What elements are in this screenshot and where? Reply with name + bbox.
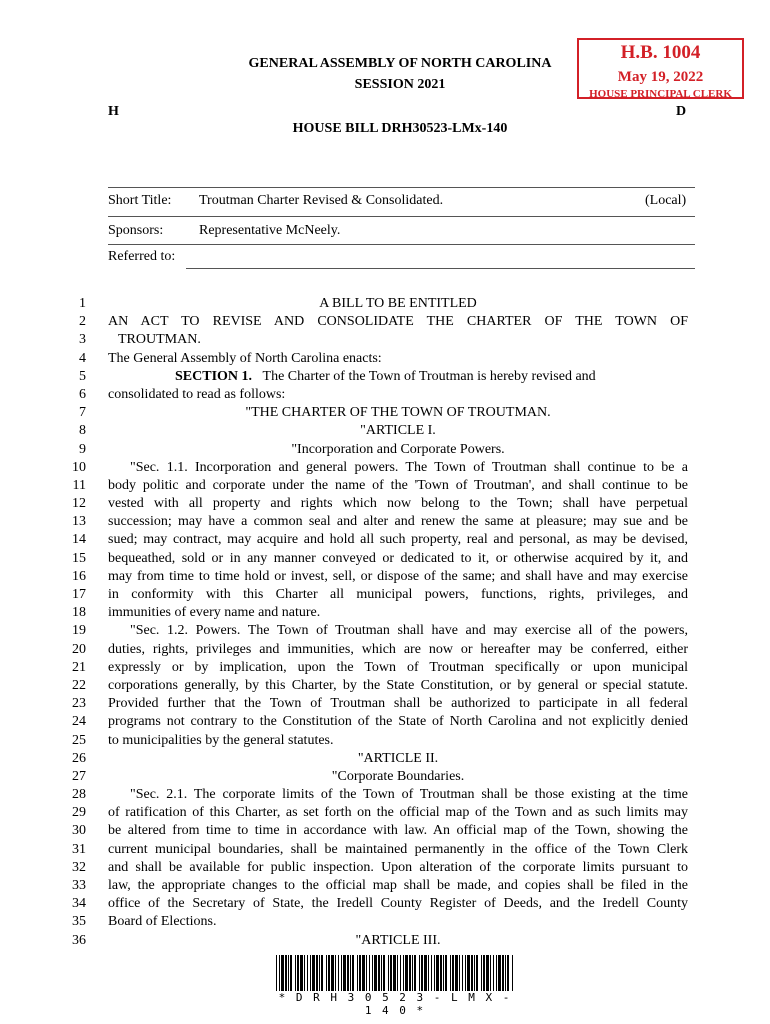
bill-line-section [108, 368, 688, 386]
bill-line-heading: "Corporate Boundaries. [331, 768, 465, 784]
barcode-bar [443, 955, 444, 991]
barcode-bar [388, 955, 389, 991]
line-number: 32 [72, 859, 86, 875]
barcode-bar [341, 955, 342, 991]
line-number: 14 [72, 532, 86, 548]
barcode-bar [512, 955, 513, 991]
line-number: 21 [72, 659, 86, 675]
bill-line: office of the Secretary of State, the Iredell County Register of Deeds, and the Iredell County [108, 896, 688, 912]
barcode-bar [434, 955, 435, 991]
barcode-bar [276, 955, 277, 991]
line-number: 24 [72, 714, 86, 730]
line-number: 11 [72, 477, 86, 493]
bill-line: The General Assembly of North Carolina enacts: [108, 350, 382, 366]
sponsors-label: Sponsors: [108, 223, 164, 238]
barcode-bar [505, 955, 506, 991]
line-number: 4 [79, 350, 86, 366]
version-letter-right: D [676, 104, 687, 119]
line-number: 1 [79, 296, 86, 311]
bill-line: "Sec. 1.2. Powers. The Town of Troutman shall have and may exercise all of the powers, [130, 623, 688, 639]
barcode-bar [400, 955, 401, 991]
barcode-bar [496, 955, 497, 991]
barcode-bar [431, 955, 432, 991]
barcode-bar [381, 955, 382, 991]
barcode-bar [507, 955, 509, 991]
bill-line: to municipalities by the general statutes. [108, 732, 334, 748]
bill-line: "Sec. 1.1. Incorporation and general powers. The Town of Troutman shall continue to be a [130, 459, 688, 475]
bill-line: current municipal boundaries, shall be maintained permanently in the office of the Town Clerk [108, 841, 688, 857]
barcode-bar [359, 955, 361, 991]
bill-line: corporations generally, by this Charter, by the State Constitution, or by general or special statute. [108, 677, 688, 693]
barcode-bar [455, 955, 458, 991]
barcode-bar [338, 955, 339, 991]
bill-line: "Sec. 2.1. The corporate limits of the Town of Troutman shall be those existing at the time [130, 787, 688, 803]
barcode-bar [403, 955, 404, 991]
barcode-bar [372, 955, 373, 991]
short-title-value: Troutman Charter Revised & Consolidated. [199, 193, 444, 208]
bill-line: law, the appropriate changes to the official map shall be made, and copies shall be filed in the [108, 878, 688, 893]
barcode-bar [412, 955, 413, 991]
meta-top-rule [108, 187, 695, 188]
barcode-bar [440, 955, 442, 991]
line-number: 10 [72, 459, 86, 475]
barcode-bar [290, 955, 292, 991]
section-text: The Charter of the Town of Troutman is hereby revised and [262, 368, 596, 384]
stamp-clerk: HOUSE PRINCIPAL CLERK [589, 88, 732, 100]
barcode-bar [465, 955, 466, 991]
meta-rule-3 [186, 268, 695, 269]
referred-label: Referred to: [108, 249, 176, 264]
line-number: 19 [72, 623, 86, 639]
bill-line: programs not contrary to the Constitution of the State of North Carolina and not explicitly denied [108, 714, 688, 730]
line-number: 7 [79, 405, 86, 421]
line-number: 26 [72, 750, 86, 766]
sponsors-value: Representative McNeely. [199, 223, 341, 238]
barcode-bar [486, 955, 489, 991]
barcode-bar [347, 955, 349, 991]
barcode-bar [352, 955, 354, 991]
line-number: 15 [72, 550, 86, 566]
barcode-bar [331, 955, 334, 991]
barcode-text: * D R H 3 0 5 2 3 - L M X - 1 4 0 * [278, 991, 512, 1017]
bill-line: be altered from time to time in accordance with law. An official map of the Town, showing the [108, 823, 688, 839]
bill-line: in conformity with this Charter all municipal powers, functions, rights, privileges, and [108, 587, 688, 602]
bill-line: and shall be available for public inspection. Upon alteration of the corporate limits pursuant to [108, 859, 688, 875]
barcode-bar [335, 955, 336, 991]
bill-line: vested with all property and rights which now belong to the Town; shall have perpetual [108, 496, 688, 512]
line-number: 22 [72, 677, 86, 693]
line-number: 18 [72, 605, 86, 621]
bill-id: HOUSE BILL DRH30523-LMx-140 [292, 121, 508, 136]
bill-line-heading: "ARTICLE II. [357, 750, 439, 766]
bill-line: consolidated to read as follows: [108, 386, 286, 402]
barcode-bar [312, 955, 315, 991]
barcode-bar [321, 955, 323, 991]
bill-line: immunities of every name and nature. [108, 605, 321, 621]
barcode-bar [285, 955, 287, 991]
barcode-bar [366, 955, 367, 991]
bill-line: Board of Elections. [108, 914, 217, 930]
bill-line-heading: "ARTICLE III. [355, 932, 441, 948]
barcode-bar [319, 955, 320, 991]
meta-rule-2 [108, 244, 695, 245]
line-number: 30 [72, 823, 86, 839]
barcode-bar [310, 955, 311, 991]
bill-line: sued; may contract, may acquire and hold all such property, real and personal, as may be devised, [108, 532, 688, 548]
line-number: 29 [72, 805, 86, 821]
line-number: 27 [72, 768, 86, 784]
barcode-bar [297, 955, 299, 991]
meta-rule-1 [108, 216, 695, 217]
barcode-bar [459, 955, 460, 991]
line-number: 20 [72, 641, 86, 657]
line-number: 33 [72, 878, 86, 893]
barcode-bar [316, 955, 318, 991]
barcode-bar [304, 955, 305, 991]
line-number: 5 [79, 368, 86, 384]
barcode-bar [369, 955, 370, 991]
line-number: 8 [79, 423, 86, 439]
barcode-bar [409, 955, 411, 991]
barcode-bar [498, 955, 501, 991]
barcode-bar [279, 955, 280, 991]
bill-line: succession; may have a common seal and alter and renew the same at pleasure; may sue and be [108, 514, 688, 530]
bill-line-heading: "ARTICLE I. [360, 423, 436, 439]
barcode [276, 955, 514, 991]
barcode-bar [343, 955, 346, 991]
barcode-bar [350, 955, 351, 991]
line-number: 2 [79, 314, 86, 330]
barcode-bar [419, 955, 420, 991]
barcode-bar [452, 955, 454, 991]
line-number: 28 [72, 787, 86, 803]
bill-line-heading: A BILL TO BE ENTITLED [319, 296, 477, 311]
bill-line: of ratification of this Charter, as set forth on the official map of the Town and as such limits may [108, 805, 688, 821]
session-title: SESSION 2021 [354, 77, 446, 92]
line-numbers [40, 295, 86, 950]
bill-line: Provided further that the Town of Troutman shall be authorized to participate in all federal [108, 696, 688, 712]
short-title-scope: (Local) [645, 193, 687, 208]
barcode-bar [414, 955, 416, 991]
barcode-bar [476, 955, 478, 991]
barcode-bar [326, 955, 327, 991]
barcode-bar [397, 955, 398, 991]
barcode-bar [490, 955, 491, 991]
line-number: 12 [72, 496, 86, 512]
barcode-bar [295, 955, 296, 991]
line-number: 17 [72, 587, 86, 602]
line-number: 6 [79, 386, 86, 402]
barcode-bar [424, 955, 427, 991]
barcode-bar [378, 955, 380, 991]
bill-line: body politic and corporate under the name of the 'Town of Troutman', and shall continue to be [108, 477, 688, 493]
chamber-letter-left: H [108, 104, 119, 119]
barcode-bar [374, 955, 377, 991]
line-number: 35 [72, 914, 86, 930]
barcode-bar [421, 955, 423, 991]
line-number: 31 [72, 841, 86, 857]
bill-line-heading: "THE CHARTER OF THE TOWN OF TROUTMAN. [245, 405, 551, 421]
barcode-bar [288, 955, 289, 991]
line-number: 3 [79, 332, 86, 348]
line-number: 9 [79, 441, 86, 457]
bill-line-heading: "Incorporation and Corporate Powers. [291, 441, 505, 457]
barcode-bar [328, 955, 330, 991]
barcode-bar [300, 955, 303, 991]
stamp-bill-number: H.B. 1004 [620, 42, 701, 63]
barcode-bar [405, 955, 408, 991]
bill-body [108, 295, 688, 950]
assembly-title: GENERAL ASSEMBLY OF NORTH CAROLINA [248, 56, 552, 71]
barcode-bar [428, 955, 429, 991]
barcode-bar [383, 955, 385, 991]
bill-line: TROUTMAN. [118, 332, 201, 348]
line-number: 13 [72, 514, 86, 530]
barcode-bar [436, 955, 439, 991]
line-number: 16 [72, 568, 86, 584]
barcode-bar [357, 955, 358, 991]
bill-line: AN ACT TO REVISE AND CONSOLIDATE THE CHARTER OF THE TOWN OF [108, 314, 688, 330]
line-number: 23 [72, 696, 86, 712]
line-number: 25 [72, 732, 86, 748]
barcode-bar [390, 955, 392, 991]
barcode-bar [493, 955, 494, 991]
barcode-bar [502, 955, 504, 991]
barcode-bar [462, 955, 463, 991]
barcode-bar [474, 955, 475, 991]
short-title-label: Short Title: [108, 193, 172, 208]
barcode-bar [483, 955, 485, 991]
barcode-bar [471, 955, 473, 991]
barcode-bar [467, 955, 470, 991]
barcode-bar [307, 955, 308, 991]
bill-line: bequeathed, sold or in any manner conveyed or dedicated to it, or otherwise acquired by it, and [108, 550, 688, 566]
clerk-stamp [577, 38, 744, 99]
section-label: SECTION 1. [175, 368, 253, 384]
line-number: 36 [72, 932, 86, 948]
line-number: 34 [72, 896, 86, 912]
barcode-bar [362, 955, 365, 991]
barcode-bar [281, 955, 284, 991]
stamp-date: May 19, 2022 [617, 69, 704, 85]
barcode-bar [393, 955, 396, 991]
bill-line: duties, rights, privileges and immunities, which are now or hereafter may be conferred, either [108, 641, 688, 657]
barcode-bar [450, 955, 451, 991]
barcode-bar [481, 955, 482, 991]
barcode-bar [445, 955, 447, 991]
bill-line: expressly or by implication, upon the Town of Troutman specifically or upon municipal [108, 659, 688, 675]
bill-line: may from time to time hold or invest, sell, or dispose of the same; and shall have and may exercise [108, 568, 688, 584]
